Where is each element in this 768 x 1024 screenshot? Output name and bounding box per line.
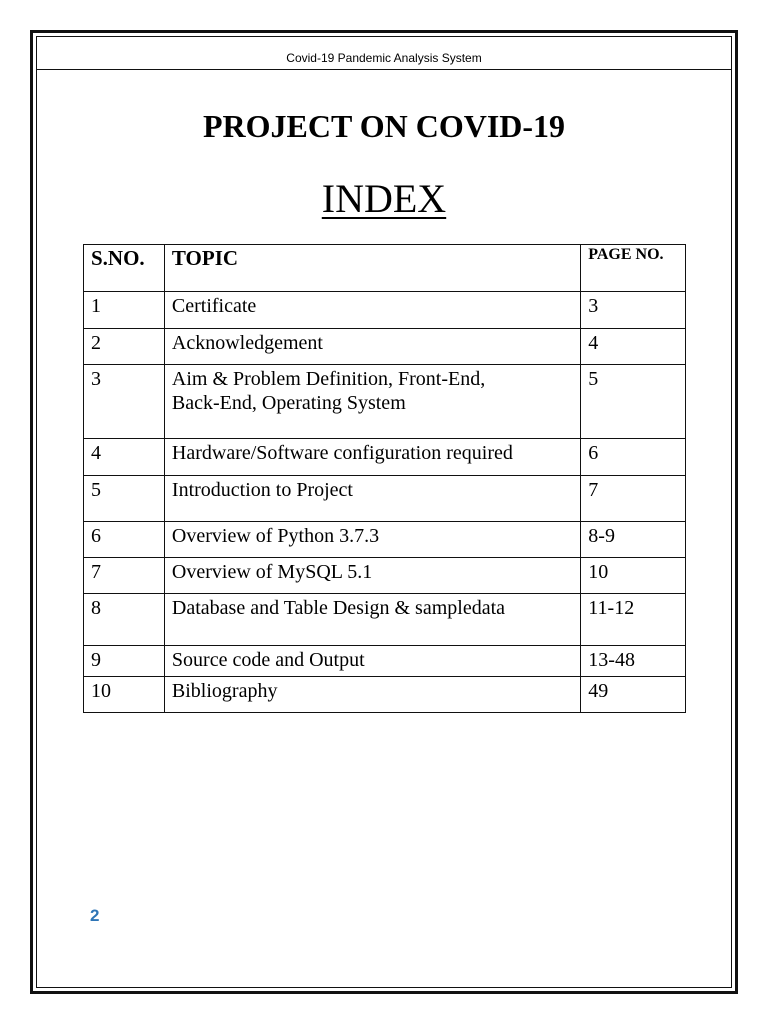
table-row <box>84 594 686 646</box>
cell-page: 3 <box>581 292 686 329</box>
cell-sno: 2 <box>84 329 165 365</box>
index-heading-wrapper <box>0 175 768 222</box>
cell-sno: 9 <box>84 646 165 677</box>
table-row <box>84 677 686 713</box>
table-row <box>84 558 686 594</box>
cell-page: 4 <box>581 329 686 365</box>
page-number: 2 <box>90 906 100 925</box>
index-table <box>83 244 686 713</box>
table-row <box>84 522 686 558</box>
cell-page: 6 <box>581 439 686 476</box>
cell-page: 49 <box>581 677 686 713</box>
cell-page: 10 <box>581 558 686 594</box>
column-header-page: PAGE NO. <box>581 245 686 292</box>
cell-sno: 3 <box>84 365 165 439</box>
index-heading: INDEX <box>321 176 447 221</box>
cell-sno: 8 <box>84 594 165 646</box>
cell-page: 5 <box>581 365 686 439</box>
table-row <box>84 365 686 439</box>
cell-page: 7 <box>581 476 686 522</box>
table-header-row <box>84 245 686 292</box>
cell-sno: 6 <box>84 522 165 558</box>
cell-topic: Source code and Output <box>164 646 580 677</box>
cell-topic: Overview of MySQL 5.1 <box>164 558 580 594</box>
cell-topic: Overview of Python 3.7.3 <box>164 522 580 558</box>
cell-topic: Bibliography <box>164 677 580 713</box>
table-row <box>84 476 686 522</box>
table-row <box>84 439 686 476</box>
table-row <box>84 646 686 677</box>
cell-page: 13-48 <box>581 646 686 677</box>
cell-sno: 7 <box>84 558 165 594</box>
column-header-sno: S.NO. <box>84 245 165 292</box>
cell-topic: Database and Table Design & sampledata <box>164 594 580 646</box>
cell-page: 11-12 <box>581 594 686 646</box>
cell-sno: 1 <box>84 292 165 329</box>
cell-sno: 5 <box>84 476 165 522</box>
cell-topic-line: Back-End, Operating System <box>171 392 406 414</box>
cell-sno: 10 <box>84 677 165 713</box>
table-row <box>84 292 686 329</box>
cell-topic: Hardware/Software configuration required <box>164 439 580 476</box>
cell-topic: Introduction to Project <box>164 476 580 522</box>
cell-sno: 4 <box>84 439 165 476</box>
cell-topic: Acknowledgement <box>164 329 580 365</box>
cell-topic: Certificate <box>164 292 580 329</box>
cell-page: 8-9 <box>581 522 686 558</box>
column-header-topic: TOPIC <box>164 245 580 292</box>
cell-topic <box>164 365 580 439</box>
table-row <box>84 329 686 365</box>
running-header: Covid-19 Pandemic Analysis System <box>37 47 731 70</box>
document-title: PROJECT ON COVID-19 <box>202 108 566 144</box>
cell-topic-line: Aim & Problem Definition, Front-End, <box>171 368 486 390</box>
